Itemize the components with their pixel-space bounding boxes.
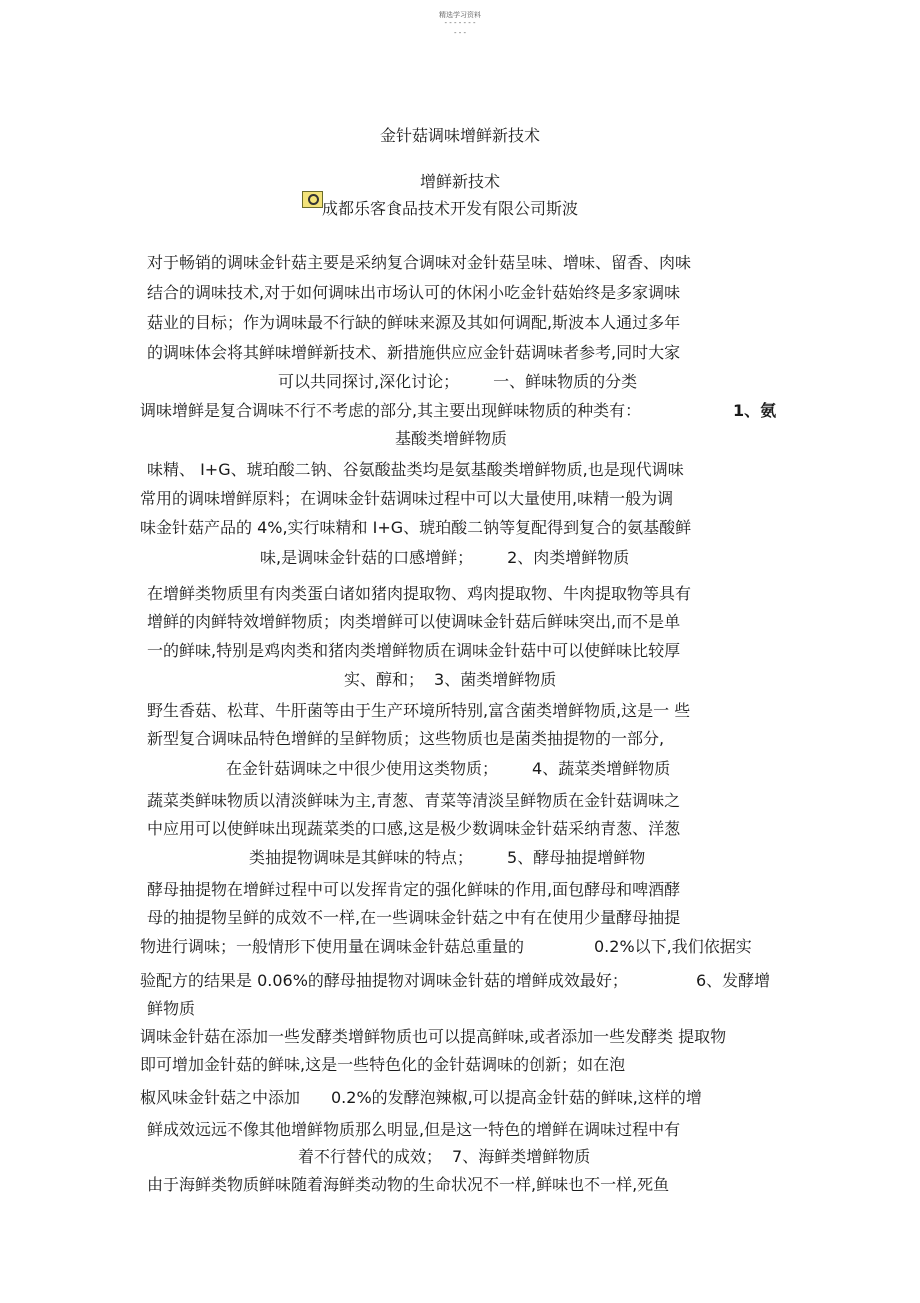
text-line xyxy=(249,848,645,868)
section-heading: 一、鲜味物质的分类 xyxy=(493,372,638,391)
text-line: 一的鲜味,特别是鸡肉类和猪肉类增鲜物质在调味金针菇中可以使鲜味比较厚 xyxy=(147,641,681,660)
text-line: 酵母抽提物在增鲜过程中可以发挥肯定的强化鲜味的作用,面包酵母和啤酒酵 xyxy=(147,880,681,899)
text-segment: 味,是调味金针菇的口感增鲜； xyxy=(260,548,474,567)
text-line: 的调味体会将其鲜味增鲜新技术、新措施供应应金针菇调味者参考,同时大家 xyxy=(147,343,681,362)
text-line: 蔬菜类鲜味物质以清淡鲜味为主,青葱、青菜等清淡呈鲜物质在金针菇调味之 xyxy=(147,791,681,810)
image-placeholder-icon xyxy=(302,191,323,208)
text-line: 调味金针菇在添加一些发酵类增鲜物质也可以提高鲜味,或者添加一些发酵类 提取物 xyxy=(140,1027,727,1046)
text-line: 常用的调味增鲜原料；在调味金针菇调味过程中可以大量使用,味精一般为调 xyxy=(140,489,674,508)
section-heading: 6、发酵增 xyxy=(696,971,771,990)
text-segment: 着不行替代的成效； xyxy=(298,1147,443,1166)
text-line: 验配方的结果是 0.06%的酵母抽提物对调味金针菇的增鲜成效最好； xyxy=(140,971,628,990)
text-line: 0.2%的发酵泡辣椒,可以提高金针菇的鲜味,这样的增 xyxy=(331,1088,702,1107)
document-author: 成都乐客食品技术开发有限公司斯波 xyxy=(322,199,579,218)
text-segment: 实、醇和； xyxy=(344,670,425,689)
section-heading: 5、酵母抽提增鲜物 xyxy=(507,848,646,867)
text-line: 味金针菇产品的 4%,实行味精和 I+G、琥珀酸二钠等复配得到复合的氨基酸鲜 xyxy=(140,518,692,537)
text-line: 在增鲜类物质里有肉类蛋白诸如猪肉提取物、鸡肉提取物、牛肉提取物等具有 xyxy=(147,584,692,603)
text-segment: 在金针菇调味之中很少使用这类物质； xyxy=(226,759,499,778)
text-line xyxy=(298,1147,590,1167)
text-segment: 可以共同探讨,深化讨论； xyxy=(278,372,460,391)
document-subtitle: 增鲜新技术 xyxy=(419,172,500,191)
text-line xyxy=(344,670,556,690)
text-line: 中应用可以使鲜味出现蔬菜类的口感,这是极少数调味金针菇采纳青葱、洋葱 xyxy=(147,819,681,838)
text-line: 椒风味金针菇之中添加 xyxy=(140,1088,301,1107)
text-line xyxy=(226,759,670,779)
text-line xyxy=(260,548,629,568)
text-line: 鲜成效远远不像其他增鲜物质那么明显,但是这一特色的增鲜在调味过程中有 xyxy=(147,1120,681,1139)
section-heading: 1、氨 xyxy=(733,401,777,420)
text-line: 结合的调味技术,对于如何调味出市场认可的休闲小吃金针菇始终是多家调味 xyxy=(147,283,681,302)
text-line: 野生香菇、松茸、牛肝菌等由于生产环境所特别,富含菌类增鲜物质,这是一 些 xyxy=(147,701,691,720)
text-line: 味精、 I+G、琥珀酸二钠、谷氨酸盐类均是氨基酸类增鲜物质,也是现代调味 xyxy=(147,460,684,479)
section-heading: 4、蔬菜类增鲜物质 xyxy=(532,759,671,778)
text-line: 母的抽提物呈鲜的成效不一样,在一些调味金针菇之中有在使用少量酵母抽提 xyxy=(147,908,681,927)
text-line: 调味增鲜是复合调味不行不考虑的部分,其主要出现鲜味物质的种类有： xyxy=(140,401,642,420)
text-line xyxy=(278,372,637,392)
document-title: 金针菇调味增鲜新技术 xyxy=(379,126,540,145)
text-line: 即可增加金针菇的鲜味,这是一些特色化的金针菇调味的创新；如在泡 xyxy=(140,1055,626,1074)
text-line: 0.2%以下,我们依据实 xyxy=(594,937,752,956)
section-heading: 7、海鲜类增鲜物质 xyxy=(452,1147,591,1166)
text-line: 物进行调味；一般情形下使用量在调味金针菇总重量的 xyxy=(140,937,525,956)
text-line: 新型复合调味品特色增鲜的呈鲜物质；这些物质也是菌类抽提物的一部分, xyxy=(147,729,665,748)
section-heading: 2、肉类增鲜物质 xyxy=(507,548,630,567)
text-segment: 类抽提物调味是其鲜味的特点； xyxy=(249,848,474,867)
page-header-dashes-short: - - - xyxy=(453,29,467,37)
section-heading: 鲜物质 xyxy=(147,999,196,1018)
text-line: 菇业的目标；作为调味最不行缺的鲜味来源及其如何调配,斯波本人通过多年 xyxy=(147,313,681,332)
section-heading: 基酸类增鲜物质 xyxy=(395,429,508,448)
page-header-label: 精选学习资料 xyxy=(439,11,481,19)
section-heading: 3、菌类增鲜物质 xyxy=(434,670,557,689)
text-line: 增鲜的肉鲜特效增鲜物质；肉类增鲜可以使调味金针菇后鲜味突出,而不是单 xyxy=(147,612,681,631)
page-header-dashes: - - - - - - - xyxy=(444,19,476,27)
text-line: 由于海鲜类物质鲜味随着海鲜类动物的生命状况不一样,鲜味也不一样,死鱼 xyxy=(147,1175,670,1194)
text-line: 对于畅销的调味金针菇主要是采纳复合调味对金针菇呈味、增味、留香、肉味 xyxy=(147,253,692,272)
